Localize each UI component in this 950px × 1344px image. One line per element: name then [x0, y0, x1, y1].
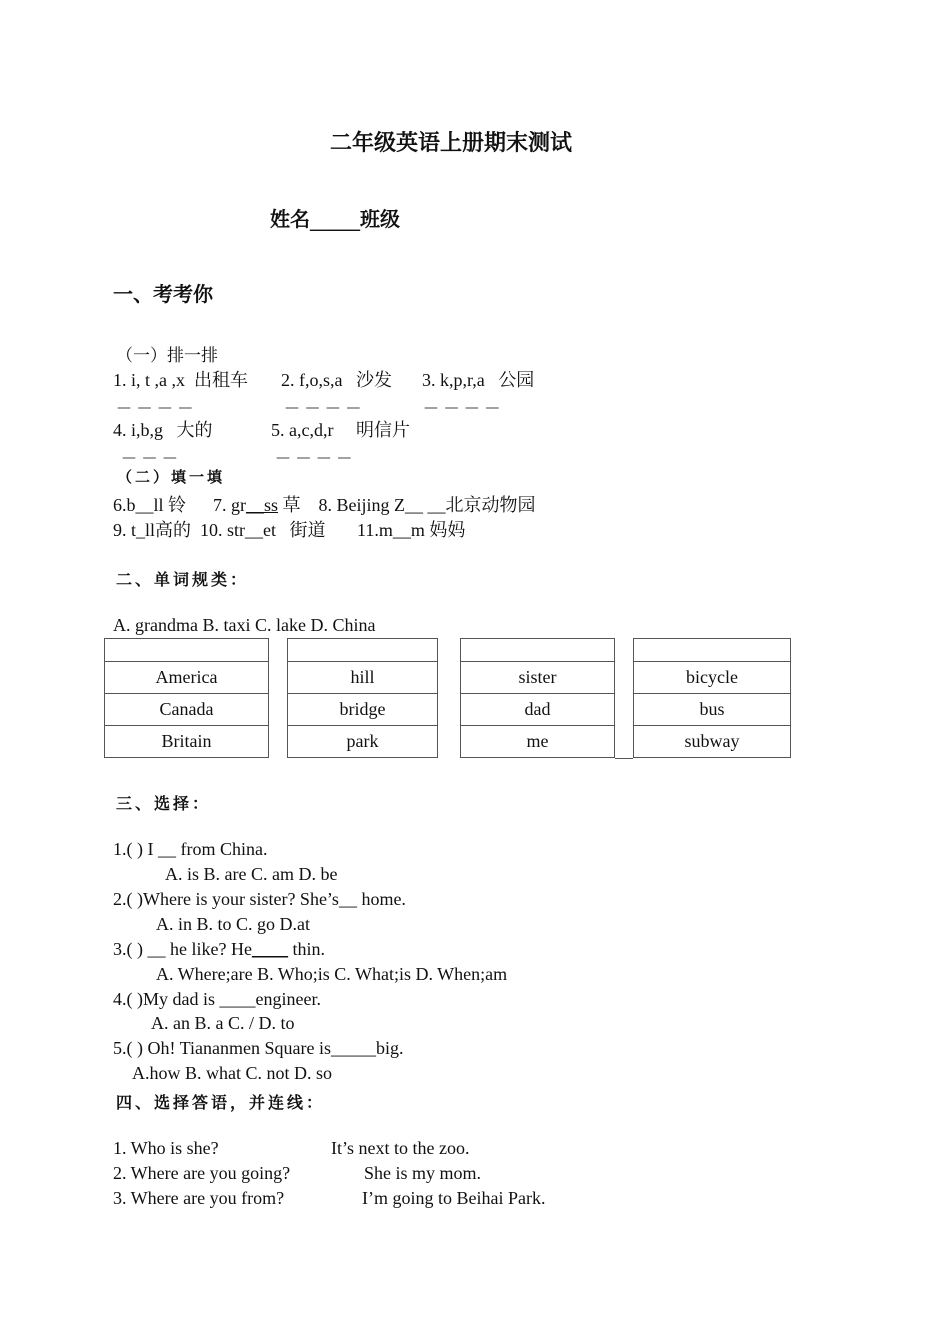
classify-table-4: [633, 638, 791, 758]
choice-options-2: A. in B. to C. go D.at: [156, 914, 311, 934]
word-cell: bicycle: [634, 662, 791, 694]
section4-heading: 四、选择答语，并连线：: [116, 1093, 326, 1112]
class-label: 班级: [360, 207, 400, 231]
question-text: 2. f,o,s,a: [281, 370, 343, 390]
word-cell: me: [461, 726, 615, 758]
name-label: 姓名: [270, 207, 310, 231]
order-question-5: [271, 416, 410, 442]
choice-question-1: 1.( ) I __ from China.: [113, 839, 268, 859]
name-class-line: [270, 203, 400, 232]
choice-options-3: A. Where;are B. Who;is C. What;is D. When;am: [156, 964, 508, 984]
underlined-blank: ____: [251, 939, 288, 959]
question-text: 6.b__ll: [113, 495, 164, 515]
table-connector-line: [615, 758, 633, 759]
chinese-hint: 妈妈: [429, 520, 466, 541]
word-cell: hill: [288, 662, 438, 694]
word-cell: bus: [634, 694, 791, 726]
match-answer-2: She is my mom.: [364, 1163, 482, 1183]
word-cell: subway: [634, 726, 791, 758]
question-text: 5. a,c,d,r: [271, 420, 334, 440]
match-question-2: 2. Where are you going?: [113, 1163, 291, 1183]
answer-cell[interactable]: [634, 639, 791, 662]
choice-question-5: 5.( ) Oh! Tiananmen Square is_____big.: [113, 1038, 404, 1058]
word-cell: park: [288, 726, 438, 758]
name-blank: _____: [310, 207, 360, 231]
word-cell: bridge: [288, 694, 438, 726]
match-question-1: 1. Who is she?: [113, 1138, 219, 1158]
chinese-hint: 出租车: [194, 370, 248, 391]
classify-table-1: [104, 638, 269, 758]
section3-heading: 三、选择：: [116, 794, 212, 813]
chinese-hint: 大的: [176, 420, 213, 441]
page-title: 二年级英语上册期末测试: [330, 131, 573, 156]
answer-dashes-3: — — — —: [424, 400, 501, 416]
answer-cell[interactable]: [105, 639, 269, 662]
order-question-3: [422, 366, 534, 392]
fill-row-2: [113, 516, 465, 542]
chinese-hint: 沙发: [356, 370, 392, 391]
chinese-hint: 高的: [155, 520, 192, 541]
answer-dashes-2: — — — —: [285, 400, 362, 416]
word-cell: America: [105, 662, 269, 694]
chinese-hint: 北京动物园: [445, 495, 536, 516]
chinese-hint: 公园: [498, 370, 535, 391]
question-text: 4. i,b,g: [113, 420, 164, 440]
section1-heading: 一、考考你: [113, 282, 213, 306]
order-question-2: [281, 366, 392, 392]
chinese-hint: 铃: [168, 495, 187, 516]
answer-dashes-1: — — — —: [117, 400, 194, 416]
question-text: 7. gr: [213, 495, 247, 515]
order-question-1: [113, 366, 248, 392]
answer-cell[interactable]: [461, 639, 615, 662]
word-cell: sister: [461, 662, 615, 694]
match-answer-1: It’s next to the zoo.: [331, 1138, 470, 1158]
question-text: 9. t_ll: [113, 520, 156, 540]
choice-question-2: 2.( )Where is your sister? She’s__ home.: [113, 889, 406, 909]
answer-dashes-5: — — — —: [276, 450, 353, 466]
chinese-hint: 明信片: [355, 420, 410, 441]
classify-table-3: [460, 638, 615, 758]
question-text: 1. i, t ,a ,x: [113, 370, 185, 390]
match-question-3: 3. Where are you from?: [113, 1188, 285, 1208]
choice-options-5: A.how B. what C. not D. so: [132, 1063, 333, 1083]
choice-options-1: A. is B. are C. am D. be: [165, 864, 338, 884]
classify-options: A. grandma B. taxi C. lake D. China: [113, 615, 376, 635]
chinese-hint: 草: [282, 495, 301, 516]
underlined-blank: __ss: [246, 495, 279, 515]
choice-question-3: [113, 939, 325, 960]
question-text: 8. Beijing Z__ __: [318, 495, 446, 515]
choice-question-4: 4.( )My dad is ____engineer.: [113, 989, 321, 1009]
question-text: 10. str__et: [200, 520, 277, 540]
word-cell: dad: [461, 694, 615, 726]
question-text: 3.( ) __ he like? He: [113, 939, 252, 959]
choice-options-4: A. an B. a C. / D. to: [151, 1013, 295, 1033]
question-text: 3. k,p,r,a: [422, 370, 485, 390]
word-cell: Britain: [105, 726, 269, 758]
match-answer-3: I’m going to Beihai Park.: [362, 1188, 546, 1208]
answer-cell[interactable]: [288, 639, 438, 662]
classify-table-2: [287, 638, 438, 758]
question-text: thin.: [287, 939, 325, 959]
word-cell: Canada: [105, 694, 269, 726]
part1-heading: （一）排一排: [116, 346, 218, 366]
answer-dashes-4: — — —: [122, 450, 178, 466]
order-question-4: [113, 416, 213, 442]
question-text: 11.m__m: [357, 520, 425, 540]
part2-heading: （二）填一填: [117, 468, 226, 486]
section2-heading: 二、单词规类：: [116, 570, 250, 589]
fill-row-1: [113, 491, 536, 517]
chinese-hint: 街道: [289, 520, 326, 541]
